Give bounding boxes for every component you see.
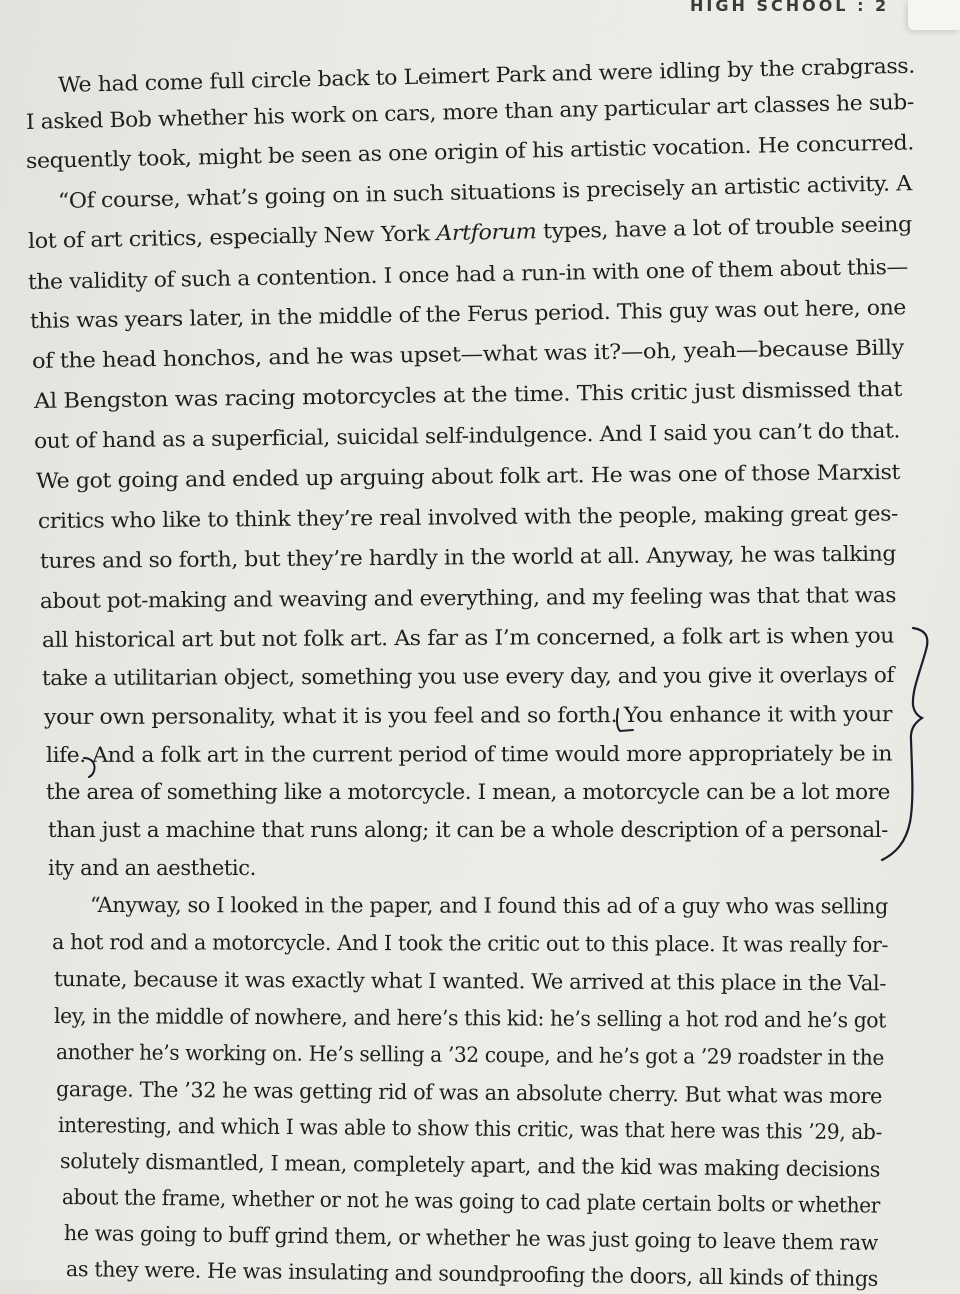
text-line-part: I asked Bob whether his work on cars, more than any particular art classes he sub-: [25, 89, 915, 134]
text-line-part: the area of something like a motorcycle. I mean, a motorcycle can be a lot more: [46, 780, 890, 804]
text-line-part: interesting, and which I was able to show this critic, was that here was this ’29, ab-: [57, 1113, 883, 1145]
text-line: [44, 699, 892, 732]
text-line: [34, 374, 902, 416]
text-line: [32, 332, 904, 376]
text-line-part: this was years later, in the middle of the Ferus period. This guy was out here, one: [29, 295, 907, 333]
text-line: [56, 1037, 884, 1073]
text-line: [28, 252, 908, 297]
text-line-part: Al Bengston was racing motorcycles at the time. This critic just dismissed that: [33, 376, 903, 413]
text-line: [64, 1218, 878, 1258]
text-line: [46, 739, 892, 770]
text-line-part: “Of course, what’s going on in such situations is precisely an artistic activity. A: [57, 171, 913, 213]
text-line: [34, 415, 900, 456]
text-line-part: “Anyway, so I looked in the paper, and I found this ad of a guy who was selling: [89, 893, 889, 919]
text-line-part: ley, in the middle of nowhere, and here’s this kid: he’s selling a hot rod and he’s got: [53, 1004, 887, 1033]
text-line-part: garage. The ’32 he was getting rid of was an absolute cherry. But what was more: [55, 1077, 883, 1109]
text-line-part: sequently took, might be seen as one origin of his artistic vocation. He concurred.: [25, 130, 915, 173]
text-line-part: of the head honchos, and he was upset—what was it?—oh, yeah—because Billy: [31, 335, 905, 373]
text-line: [42, 660, 894, 693]
text-line: [48, 815, 888, 845]
italic-title: Artforum: [435, 219, 537, 246]
text-line-part: out of hand as a superficial, suicidal self-indulgence. And I said you can’t do that.: [33, 418, 901, 453]
text-line-part: another he’s working on. He’s selling a ’32 coupe, and he’s got a ’29 roadster in the: [55, 1040, 885, 1070]
text-line: [58, 168, 912, 216]
text-line-part: life. And a folk art in the current period of time would more appropriately be in: [45, 741, 893, 767]
text-line-part: critics who like to think they’re real involved with the people, making great ges-: [37, 501, 899, 533]
text-line: [54, 964, 886, 998]
text-line-part: We had come full circle back to Leimert Park and were idling by the crabgrass.: [57, 53, 916, 97]
text-line: [56, 1074, 882, 1111]
text-line: [62, 1182, 880, 1221]
text-line-part: as they were. He was insulating and soundproofing the doors, all kinds of things: [65, 1257, 879, 1291]
text-line: [46, 777, 890, 807]
text-line: [38, 498, 898, 536]
text-line: [36, 457, 900, 496]
text-line: [58, 1110, 882, 1147]
text-line-part: about the frame, whether or not he was going to cad plate certain bolts or whether: [61, 1185, 881, 1218]
text-line: [26, 127, 914, 176]
text-line: [90, 890, 888, 921]
text-line: [52, 927, 888, 960]
text-line: [54, 1001, 886, 1035]
text-line-part: about pot-making and weaving and everything, and my feeling was that that was: [39, 583, 897, 613]
text-line: [48, 853, 256, 883]
page-corner-tab: [908, 0, 960, 30]
text-line-part: take a utilitarian object, something you use every day, and you give it overlays of: [41, 663, 895, 690]
text-line-part: than just a machine that runs along; it can be a whole description of a personal-: [48, 818, 888, 842]
text-line-part: types, have a lot of trouble seeing: [536, 212, 913, 244]
text-line: [60, 1146, 880, 1185]
text-line-part: ity and an aesthetic.: [48, 856, 256, 880]
text-line-part: the validity of such a contention. I once had a run-in with one of them about this—: [27, 254, 909, 294]
text-line-part: tures and so forth, but they’re hardly in the world at all. Anyway, he was talking: [39, 541, 897, 573]
text-line-part: tunate, because it was exactly what I wanted. We arrived at this place in the Val-: [53, 967, 887, 996]
text-line-part: he was going to buff grind them, or whether he was just going to leave them raw: [63, 1221, 879, 1255]
text-line-part: all historical art but not folk art. As far as I’m concerned, a folk art is when you: [41, 623, 895, 652]
text-line-part: your own personality, what it is you feel and so forth. You enhance it with your: [43, 702, 893, 729]
text-line: [40, 539, 896, 576]
text-line-part: solutely dismantled, I mean, completely apart, and the kid was making decisions: [59, 1149, 881, 1182]
text-line: [66, 1254, 878, 1294]
text-line: [28, 209, 912, 256]
text-line-part: lot of art critics, especially New York: [27, 221, 437, 253]
text-line: [42, 621, 894, 655]
text-line: [40, 580, 896, 616]
text-line-part: We got going and ended up arguing about folk art. He was one of those Marxist: [35, 459, 901, 493]
text-line-part: a hot rod and a motorcycle. And I took the critic out to this place. It was really for-: [51, 930, 889, 957]
text-line: [30, 292, 906, 336]
running-head: HIGH SCHOOL : 2: [690, 0, 890, 15]
